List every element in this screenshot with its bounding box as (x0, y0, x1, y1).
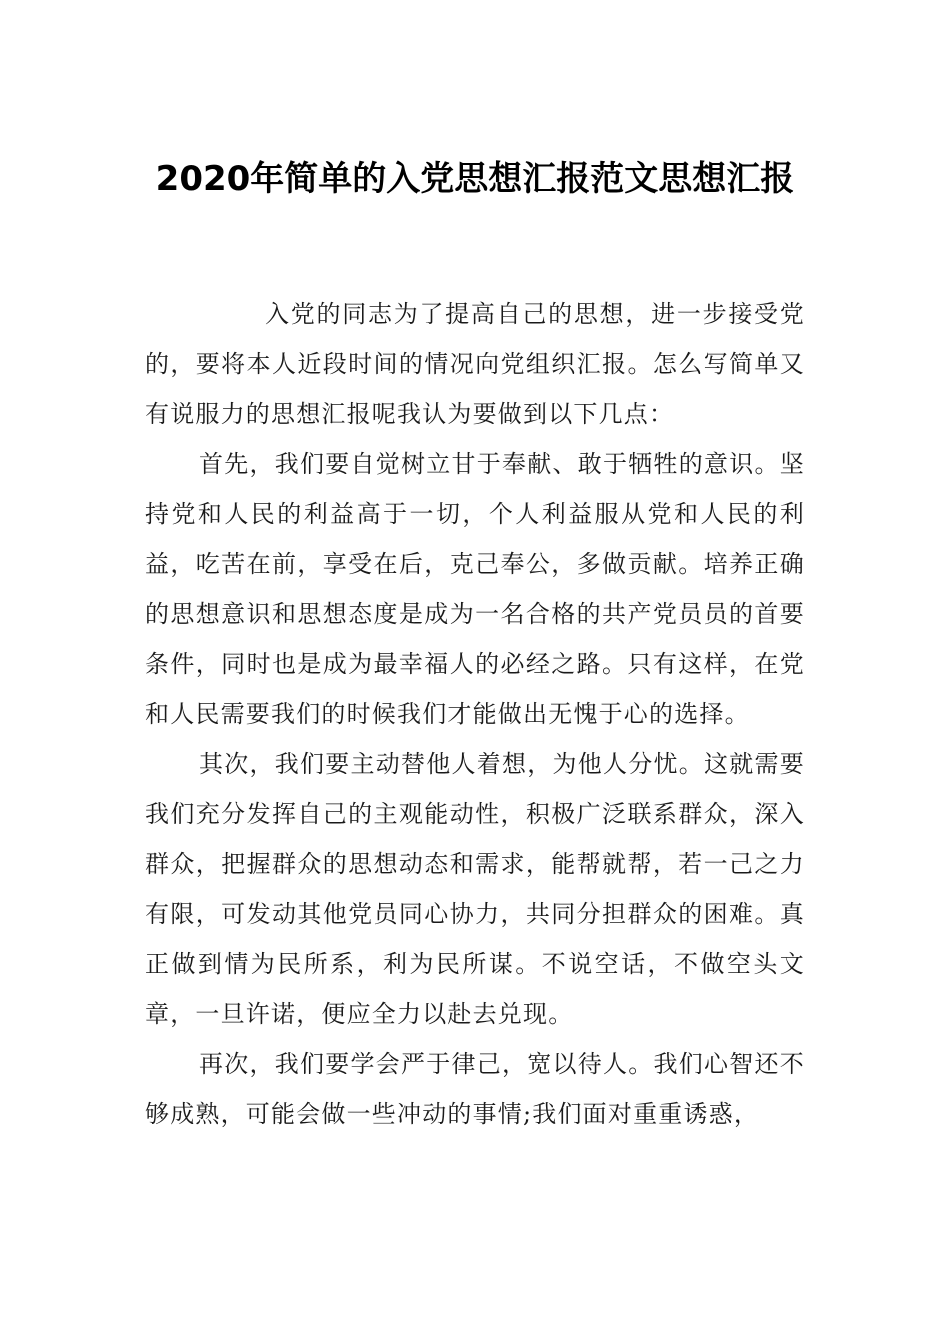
paragraph-first-point: 首先，我们要自觉树立甘于奉献、敢于牺牲的意识。坚持党和人民的利益高于一切，个人利益服从党和人民的利益，吃苦在前，享受在后，克己奉公，多做贡献。培养正确的思想意识和思想态度是成为一名合格的共产党员员的首要条件，同时也是成为最幸福人的必经之路。只有这样，在党和人民需要我们的时候我们才能做出无愧于心的选择。 (145, 450, 805, 728)
document-title: 2020年简单的入党思想汇报范文思想汇报 (155, 159, 795, 199)
paragraph-second-point: 其次，我们要主动替他人着想，为他人分忧。这就需要我们充分发挥自己的主观能动性，积极广泛联系群众，深入群众，把握群众的思想动态和需求，能帮就帮，若一己之力有限，可发动其他党员同心协力，共同分担群众的困难。真正做到情为民所系，利为民所谋。不说空话，不做空头文章，一旦许诺，便应全力以赴去兑现。 (145, 750, 805, 1028)
document-body (145, 289, 805, 1139)
paragraph-third-point: 再次，我们要学会严于律己，宽以待人。我们心智还不够成熟，可能会做一些冲动的事情;我们面对重重诱惑， (145, 1050, 805, 1128)
paragraph-intro: 入党的同志为了提高自己的思想，进一步接受党的，要将本人近段时间的情况向党组织汇报。怎么写简单又有说服力的思想汇报呢我认为要做到以下几点： (145, 300, 805, 428)
